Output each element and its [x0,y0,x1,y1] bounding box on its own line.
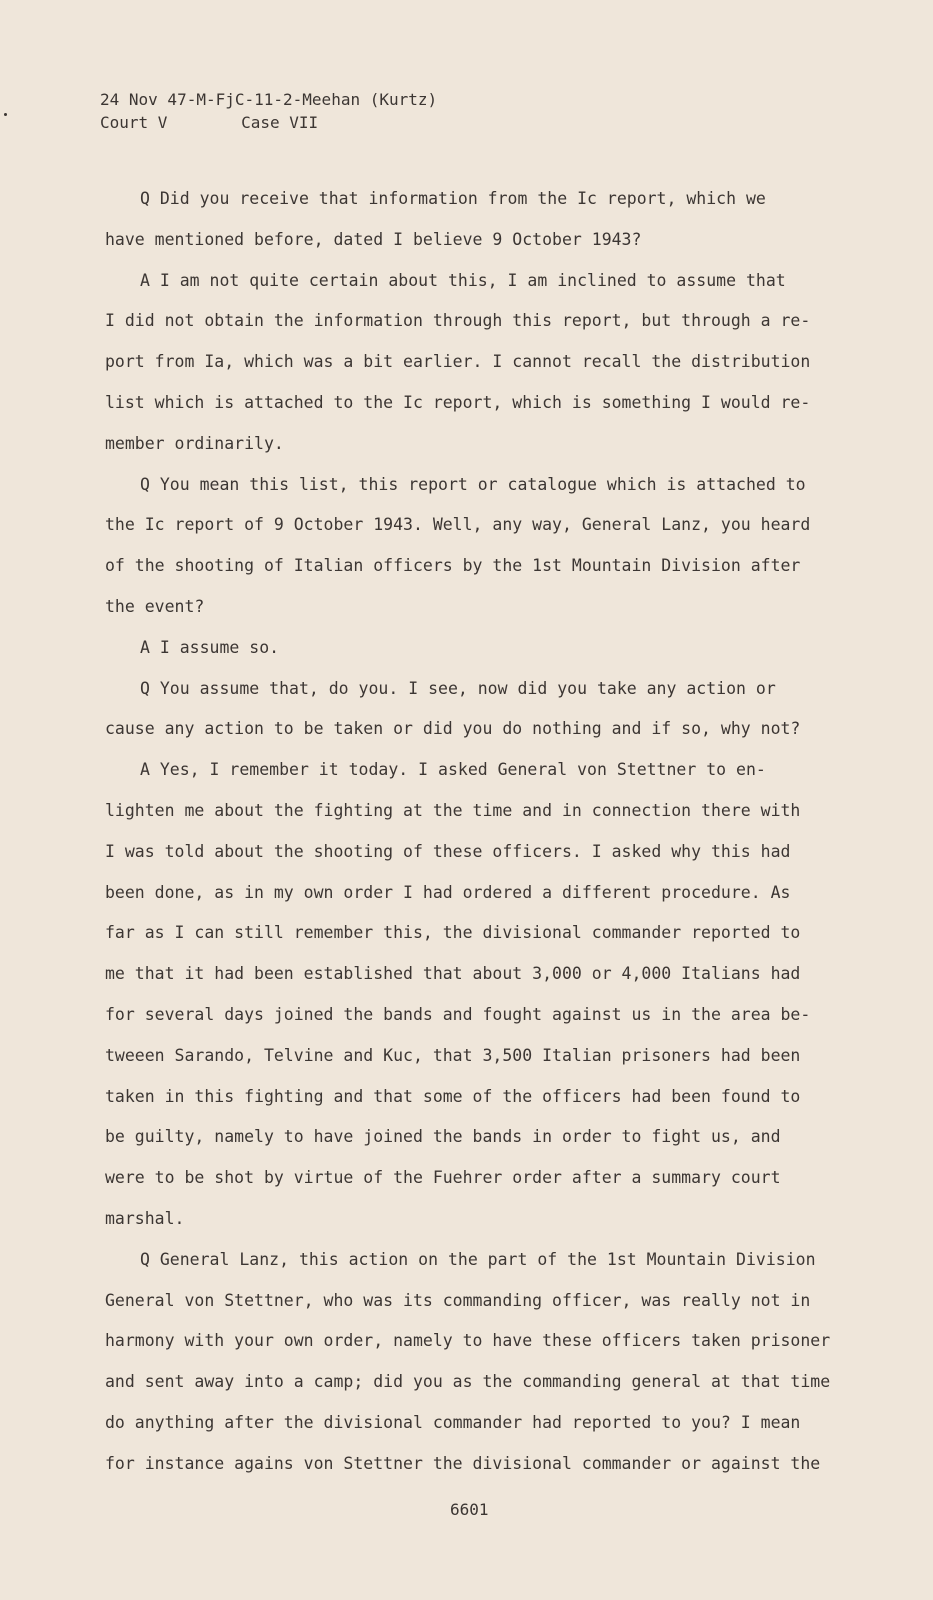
text-line: member ordinarily. [105,433,284,453]
text-line: port from Ia, which was a bit earlier. I cannot recall the distribution [105,352,811,372]
page-number: 6601 [450,1500,489,1519]
header-line-2 [100,111,437,134]
text-line: be guilty, namely to have joined the bands in order to fight us, and [105,1127,781,1147]
text-line: for several days joined the bands and fought against us in the area be- [105,1004,811,1024]
text-line: the Ic report of 9 October 1943. Well, any way, General Lanz, you heard [105,515,811,535]
text-line: for instance agains von Stettner the divisional commander or against the [105,1453,821,1473]
testimony-text [105,185,840,1491]
court-label: Court V [100,113,168,132]
text-line: A I am not quite certain about this, I am inclined to assume that [140,270,786,290]
text-line: lighten me about the fighting at the time and in connection there with [105,800,801,820]
text-line: I was told about the shooting of these officers. I asked why this had [105,841,791,861]
text-line: Q You mean this list, this report or catalogue which is attached to [140,474,806,494]
margin-mark [4,113,7,116]
text-line: harmony with your own order, namely to have these officers taken prisoner [105,1331,831,1351]
text-line: the event? [105,596,205,616]
text-line: marshal. [105,1208,185,1228]
text-line: Q Did you receive that information from the Ic report, which we [140,189,766,208]
text-line: A Yes, I remember it today. I asked General von Stettner to en- [140,760,766,780]
text-line: of the shooting of Italian officers by the 1st Mountain Division after [105,556,801,576]
text-line: General von Stettner, who was its commanding officer, was really not in [105,1290,811,1310]
document-header [100,88,437,134]
text-line: and sent away into a camp; did you as the commanding general at that time [105,1372,831,1392]
text-line: I did not obtain the information through this report, but through a re- [105,311,811,331]
text-line: me that it had been established that about 3,000 or 4,000 Italians had [105,964,801,984]
text-line: cause any action to be taken or did you do nothing and if so, why not? [105,719,801,739]
text-line: Q You assume that, do you. I see, now did you take any action or [140,678,776,698]
text-line: list which is attached to the Ic report, which is something I would re- [105,392,811,412]
text-line: taken in this fighting and that some of the officers had been found to [105,1086,801,1106]
case-label: Case VII [241,113,319,132]
text-line: were to be shot by virtue of the Fuehrer order after a summary court [105,1168,781,1188]
header-line-1: 24 Nov 47-M-FjC-11-2-Meehan (Kurtz) [100,90,438,109]
text-line: far as I can still remember this, the divisional commander reported to [105,923,801,943]
text-line: been done, as in my own order I had ordered a different procedure. As [105,882,791,902]
text-line: do anything after the divisional commander had reported to you? I mean [105,1412,801,1432]
text-line: A I assume so. [140,637,280,657]
text-line: have mentioned before, dated I believe 9 October 1943? [105,229,642,249]
text-line: tweeen Sarando, Telvine and Kuc, that 3,500 Italian prisoners had been [105,1045,801,1065]
text-line: Q General Lanz, this action on the part of the 1st Mountain Division [140,1249,816,1269]
